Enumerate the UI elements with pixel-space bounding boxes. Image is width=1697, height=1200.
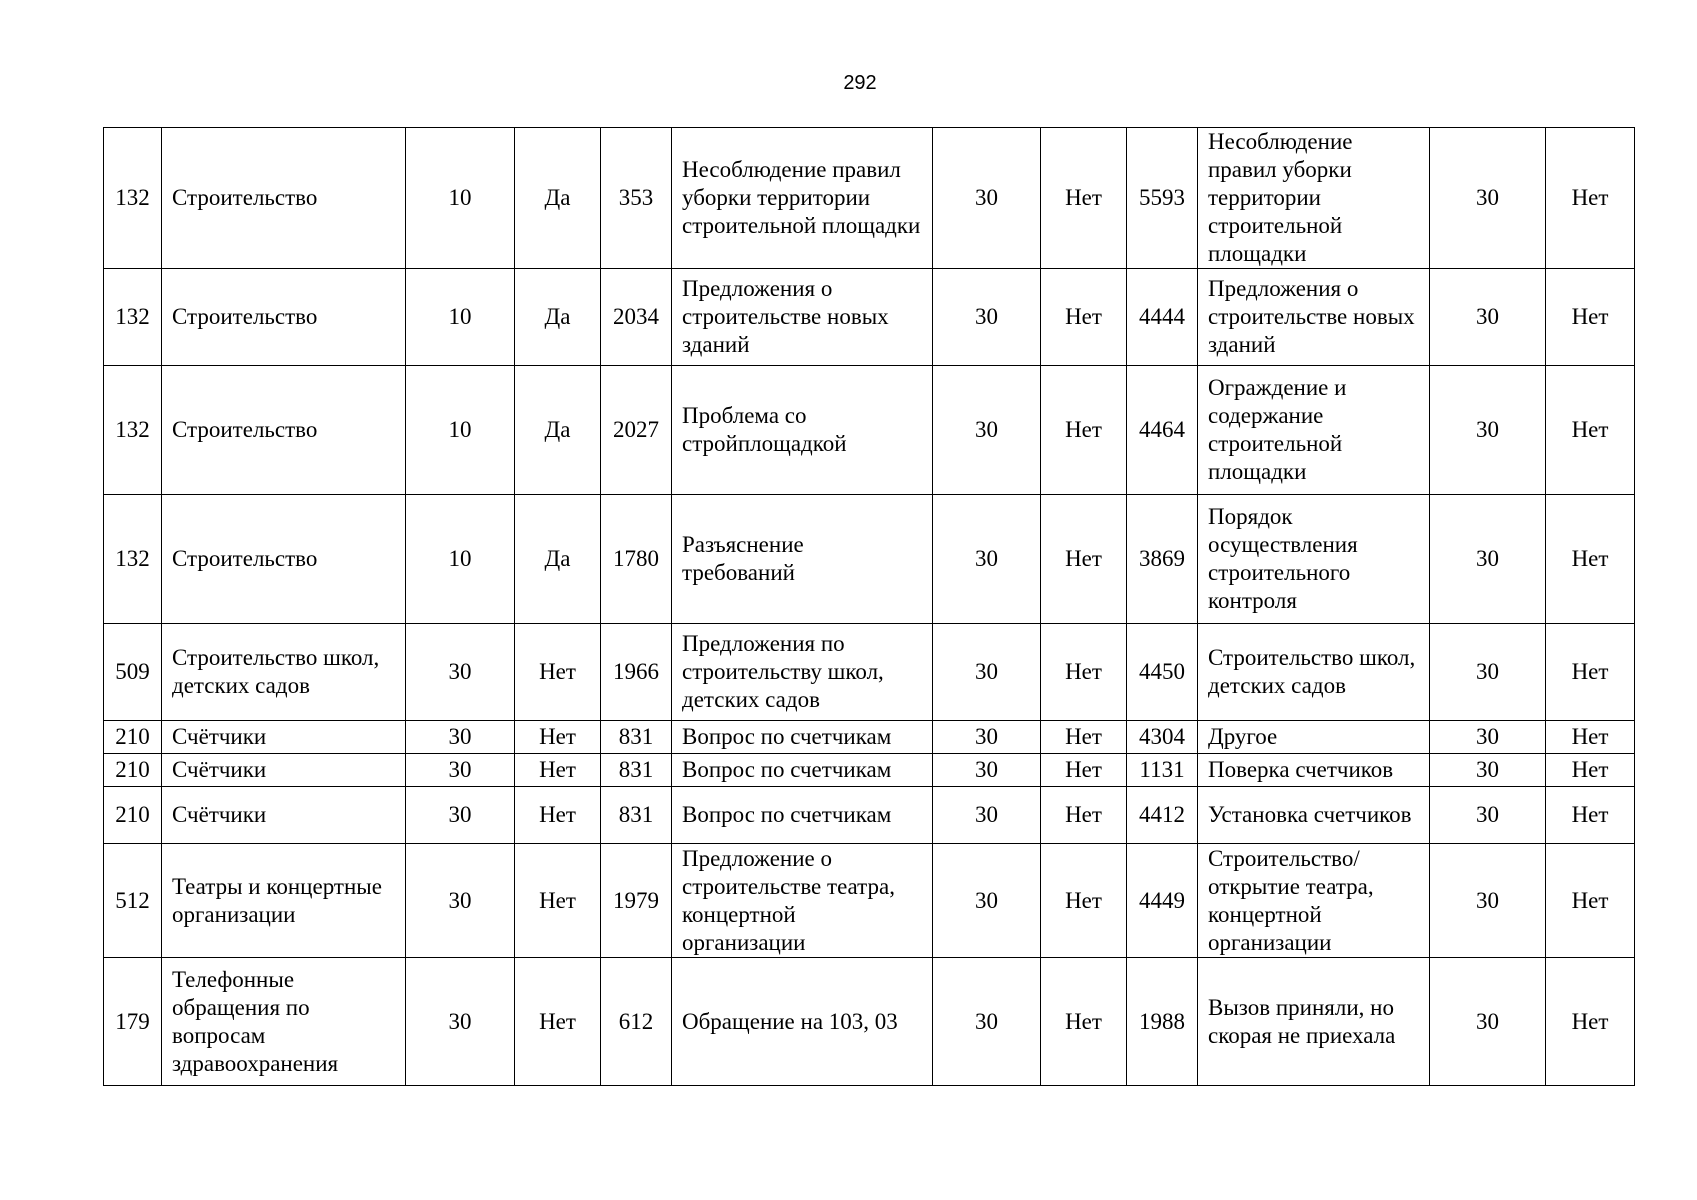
cell-subtopic-flag: Нет [1546, 366, 1635, 495]
table-row [104, 958, 1635, 1086]
cell-subtopic-days: 30 [1430, 269, 1546, 366]
cell-subtopic-flag: Нет [1546, 958, 1635, 1086]
cell-topic-name: Вопрос по счетчикам [672, 754, 933, 787]
cell-topic-code: 1966 [601, 624, 672, 721]
cell-subtopic-name: Другое [1198, 721, 1430, 754]
cell-subtopic-name: Предложения о строительстве новых зданий [1198, 269, 1430, 366]
cell-subtopic-code: 4304 [1127, 721, 1198, 754]
cell-topic-flag: Нет [1041, 787, 1127, 844]
cell-subtopic-days: 30 [1430, 754, 1546, 787]
cell-topic-days: 30 [933, 128, 1041, 269]
cell-subtopic-days: 30 [1430, 958, 1546, 1086]
cell-parent-days: 10 [406, 128, 515, 269]
cell-subtopic-flag: Нет [1546, 269, 1635, 366]
cell-parent-days: 10 [406, 269, 515, 366]
cell-parent-name: Строительство [162, 495, 406, 624]
cell-subtopic-code: 5593 [1127, 128, 1198, 269]
cell-subtopic-code: 4449 [1127, 844, 1198, 958]
table-row [104, 495, 1635, 624]
cell-subtopic-name: Порядок осуществления строительного контроля [1198, 495, 1430, 624]
table-row [104, 269, 1635, 366]
cell-topic-name: Обращение на 103, 03 [672, 958, 933, 1086]
cell-topic-flag: Нет [1041, 844, 1127, 958]
cell-parent-flag: Нет [515, 624, 601, 721]
cell-parent-name: Счётчики [162, 787, 406, 844]
cell-subtopic-name: Строительство школ, детских садов [1198, 624, 1430, 721]
cell-subtopic-code: 4464 [1127, 366, 1198, 495]
cell-subtopic-code: 1131 [1127, 754, 1198, 787]
cell-parent-code: 132 [104, 128, 162, 269]
cell-topic-flag: Нет [1041, 958, 1127, 1086]
cell-subtopic-flag: Нет [1546, 495, 1635, 624]
cell-parent-days: 30 [406, 844, 515, 958]
cell-parent-flag: Нет [515, 721, 601, 754]
cell-subtopic-days: 30 [1430, 844, 1546, 958]
cell-topic-name: Предложение о строительстве театра, концертной организации [672, 844, 933, 958]
cell-parent-flag: Да [515, 495, 601, 624]
cell-topic-flag: Нет [1041, 269, 1127, 366]
cell-parent-code: 179 [104, 958, 162, 1086]
page-number: 292 [843, 72, 877, 94]
cell-parent-flag: Да [515, 128, 601, 269]
table-row [104, 754, 1635, 787]
cell-parent-days: 10 [406, 366, 515, 495]
cell-topic-days: 30 [933, 495, 1041, 624]
cell-subtopic-name: Поверка счетчиков [1198, 754, 1430, 787]
cell-topic-flag: Нет [1041, 128, 1127, 269]
cell-parent-name: Телефонные обращения по вопросам здравоохранения [162, 958, 406, 1086]
cell-parent-flag: Да [515, 269, 601, 366]
cell-parent-days: 30 [406, 958, 515, 1086]
table-row [104, 366, 1635, 495]
cell-parent-days: 30 [406, 787, 515, 844]
cell-parent-flag: Нет [515, 958, 601, 1086]
cell-subtopic-name: Несоблюдение правил уборки территории строительной площадки [1198, 128, 1430, 269]
cell-parent-name: Театры и концертные организации [162, 844, 406, 958]
table-row [104, 787, 1635, 844]
table-row [104, 721, 1635, 754]
cell-topic-days: 30 [933, 721, 1041, 754]
cell-parent-days: 30 [406, 721, 515, 754]
cell-topic-days: 30 [933, 844, 1041, 958]
cell-topic-days: 30 [933, 754, 1041, 787]
classifier-table [103, 127, 1635, 1086]
cell-topic-code: 831 [601, 721, 672, 754]
cell-parent-days: 10 [406, 495, 515, 624]
cell-parent-name: Строительство [162, 269, 406, 366]
cell-topic-name: Вопрос по счетчикам [672, 721, 933, 754]
cell-topic-name: Предложения по строительству школ, детских садов [672, 624, 933, 721]
cell-topic-name: Разъяснение требований [672, 495, 933, 624]
cell-topic-code: 2027 [601, 366, 672, 495]
cell-subtopic-name: Вызов приняли, но скорая не приехала [1198, 958, 1430, 1086]
cell-subtopic-code: 4412 [1127, 787, 1198, 844]
cell-subtopic-flag: Нет [1546, 754, 1635, 787]
cell-subtopic-name: Установка счетчиков [1198, 787, 1430, 844]
cell-parent-flag: Нет [515, 844, 601, 958]
cell-subtopic-flag: Нет [1546, 624, 1635, 721]
cell-subtopic-code: 1988 [1127, 958, 1198, 1086]
cell-parent-code: 210 [104, 754, 162, 787]
cell-topic-days: 30 [933, 269, 1041, 366]
cell-parent-code: 210 [104, 787, 162, 844]
cell-subtopic-name: Строительство/открытие театра, концертной организации [1198, 844, 1430, 958]
cell-topic-days: 30 [933, 624, 1041, 721]
cell-topic-days: 30 [933, 958, 1041, 1086]
cell-subtopic-flag: Нет [1546, 787, 1635, 844]
cell-topic-flag: Нет [1041, 721, 1127, 754]
cell-parent-code: 132 [104, 495, 162, 624]
cell-subtopic-days: 30 [1430, 721, 1546, 754]
cell-topic-name: Несоблюдение правил уборки территории строительной площадки [672, 128, 933, 269]
cell-parent-code: 512 [104, 844, 162, 958]
cell-parent-flag: Нет [515, 754, 601, 787]
cell-topic-flag: Нет [1041, 624, 1127, 721]
cell-parent-name: Строительство [162, 128, 406, 269]
cell-subtopic-days: 30 [1430, 624, 1546, 721]
cell-parent-code: 132 [104, 366, 162, 495]
cell-topic-days: 30 [933, 787, 1041, 844]
cell-subtopic-days: 30 [1430, 495, 1546, 624]
cell-subtopic-flag: Нет [1546, 128, 1635, 269]
cell-topic-code: 2034 [601, 269, 672, 366]
cell-parent-flag: Да [515, 366, 601, 495]
cell-subtopic-days: 30 [1430, 128, 1546, 269]
cell-parent-name: Строительство [162, 366, 406, 495]
cell-parent-code: 132 [104, 269, 162, 366]
cell-parent-name: Строительство школ, детских садов [162, 624, 406, 721]
cell-subtopic-code: 3869 [1127, 495, 1198, 624]
cell-parent-name: Счётчики [162, 754, 406, 787]
cell-topic-code: 1780 [601, 495, 672, 624]
table-row [104, 128, 1635, 269]
cell-topic-code: 831 [601, 787, 672, 844]
cell-subtopic-name: Ограждение и содержание строительной площадки [1198, 366, 1430, 495]
table-row [104, 624, 1635, 721]
cell-subtopic-flag: Нет [1546, 844, 1635, 958]
cell-topic-flag: Нет [1041, 754, 1127, 787]
cell-parent-days: 30 [406, 624, 515, 721]
cell-parent-days: 30 [406, 754, 515, 787]
cell-subtopic-days: 30 [1430, 366, 1546, 495]
cell-parent-code: 509 [104, 624, 162, 721]
cell-subtopic-code: 4444 [1127, 269, 1198, 366]
cell-topic-days: 30 [933, 366, 1041, 495]
cell-topic-name: Проблема со стройплощадкой [672, 366, 933, 495]
cell-topic-code: 831 [601, 754, 672, 787]
cell-topic-name: Предложения о строительстве новых зданий [672, 269, 933, 366]
cell-parent-name: Счётчики [162, 721, 406, 754]
cell-topic-code: 612 [601, 958, 672, 1086]
cell-subtopic-flag: Нет [1546, 721, 1635, 754]
cell-parent-code: 210 [104, 721, 162, 754]
cell-subtopic-days: 30 [1430, 787, 1546, 844]
cell-topic-flag: Нет [1041, 366, 1127, 495]
cell-topic-name: Вопрос по счетчикам [672, 787, 933, 844]
table-row [104, 844, 1635, 958]
cell-topic-code: 1979 [601, 844, 672, 958]
cell-subtopic-code: 4450 [1127, 624, 1198, 721]
cell-topic-code: 353 [601, 128, 672, 269]
cell-parent-flag: Нет [515, 787, 601, 844]
cell-topic-flag: Нет [1041, 495, 1127, 624]
